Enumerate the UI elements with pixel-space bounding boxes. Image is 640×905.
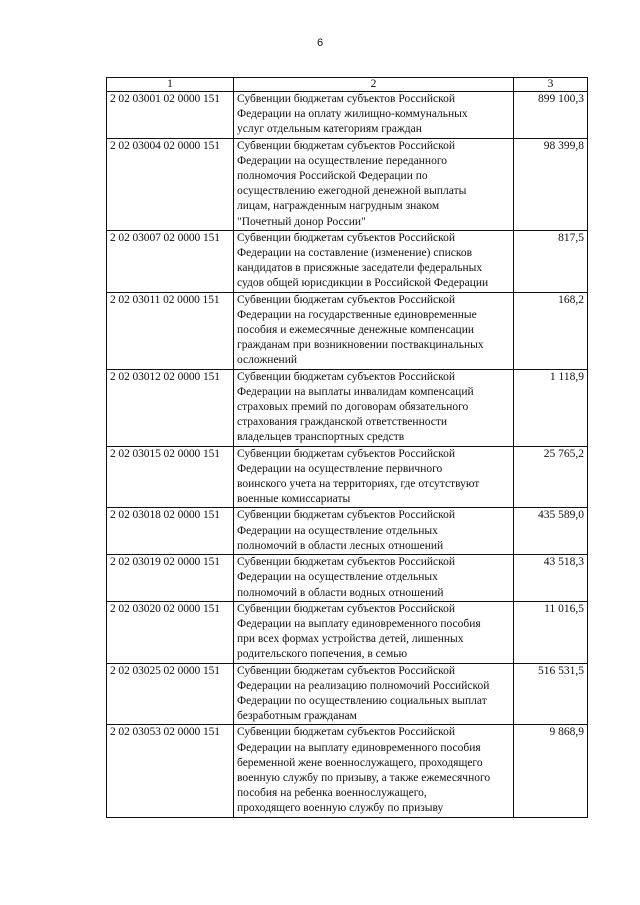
table-row [107, 230, 588, 292]
description-cell: Субвенции бюджетам субъектов Российской Федерации на осуществление первичного воинского учета на территориях, где отсутствуют военные комиссариаты [234, 446, 514, 508]
amount-cell: 1 118,9 [514, 369, 588, 446]
table-row [107, 601, 588, 663]
table-row [107, 508, 588, 555]
description-cell: Субвенции бюджетам субъектов Российской Федерации на осуществление отдельных полномочий в области лесных отношений [234, 508, 514, 555]
budget-code-cell: 2 02 03011 02 0000 151 [107, 292, 234, 369]
budget-code-cell: 2 02 03019 02 0000 151 [107, 555, 234, 602]
table-row [107, 369, 588, 446]
budget-table [106, 77, 588, 818]
amount-cell: 435 589,0 [514, 508, 588, 555]
budget-code-cell: 2 02 03012 02 0000 151 [107, 369, 234, 446]
amount-cell: 899 100,3 [514, 92, 588, 139]
table-row [107, 138, 588, 230]
table-row [107, 292, 588, 369]
budget-code-cell: 2 02 03015 02 0000 151 [107, 446, 234, 508]
description-cell: Субвенции бюджетам субъектов Российской Федерации на государственные единовременные пособия и ежемесячные денежные компенсации гражданам при возникновении поствакцинальных осложнений [234, 292, 514, 369]
budget-code-cell: 2 02 03004 02 0000 151 [107, 138, 234, 230]
table-header-row [107, 78, 588, 92]
amount-cell: 25 765,2 [514, 446, 588, 508]
column-header-description: 2 [234, 78, 514, 92]
amount-cell: 168,2 [514, 292, 588, 369]
amount-cell: 43 518,3 [514, 555, 588, 602]
table-row [107, 725, 588, 817]
amount-cell: 9 868,9 [514, 725, 588, 817]
table-row [107, 555, 588, 602]
budget-code-cell: 2 02 03025 02 0000 151 [107, 663, 234, 725]
description-cell: Субвенции бюджетам субъектов Российской Федерации на осуществление переданного полномочия Российской Федерации по осуществлению ежегодной денежной выплаты лицам, награжденным нагрудным знаком "Почетный донор России" [234, 138, 514, 230]
table-row [107, 663, 588, 725]
description-cell: Субвенции бюджетам субъектов Российской Федерации на реализацию полномочий Российской Федерации по осуществлению социальных выплат безработным гражданам [234, 663, 514, 725]
amount-cell: 516 531,5 [514, 663, 588, 725]
amount-cell: 817,5 [514, 230, 588, 292]
budget-code-cell: 2 02 03053 02 0000 151 [107, 725, 234, 817]
budget-code-cell: 2 02 03007 02 0000 151 [107, 230, 234, 292]
description-cell: Субвенции бюджетам субъектов Российской Федерации на оплату жилищно-коммунальных услуг отдельным категориям граждан [234, 92, 514, 139]
page-number: 6 [316, 37, 324, 49]
budget-code-cell: 2 02 03018 02 0000 151 [107, 508, 234, 555]
column-header-amount: 3 [514, 78, 588, 92]
column-header-code: 1 [107, 78, 234, 92]
table-row [107, 446, 588, 508]
table-row [107, 92, 588, 139]
budget-code-cell: 2 02 03001 02 0000 151 [107, 92, 234, 139]
description-cell: Субвенции бюджетам субъектов Российской Федерации на осуществление отдельных полномочий в области водных отношений [234, 555, 514, 602]
amount-cell: 98 399,8 [514, 138, 588, 230]
description-cell: Субвенции бюджетам субъектов Российской Федерации на выплату единовременного пособия при всех формах устройства детей, лишенных родительского попечения, в семью [234, 601, 514, 663]
description-cell: Субвенции бюджетам субъектов Российской Федерации на составление (изменение) списков кандидатов в присяжные заседатели федеральных судов общей юрисдикции в Российской Федерации [234, 230, 514, 292]
amount-cell: 11 016,5 [514, 601, 588, 663]
budget-code-cell: 2 02 03020 02 0000 151 [107, 601, 234, 663]
description-cell: Субвенции бюджетам субъектов Российской Федерации на выплату единовременного пособия беременной жене военнослужащего, проходящего военную службу по призыву, а также ежемесячного пособия на ребенка военнослужащего, проходящего военную службу по призыву [234, 725, 514, 817]
description-cell: Субвенции бюджетам субъектов Российской Федерации на выплаты инвалидам компенсаций страховых премий по договорам обязательного страхования гражданской ответственности владельцев транспортных средств [234, 369, 514, 446]
